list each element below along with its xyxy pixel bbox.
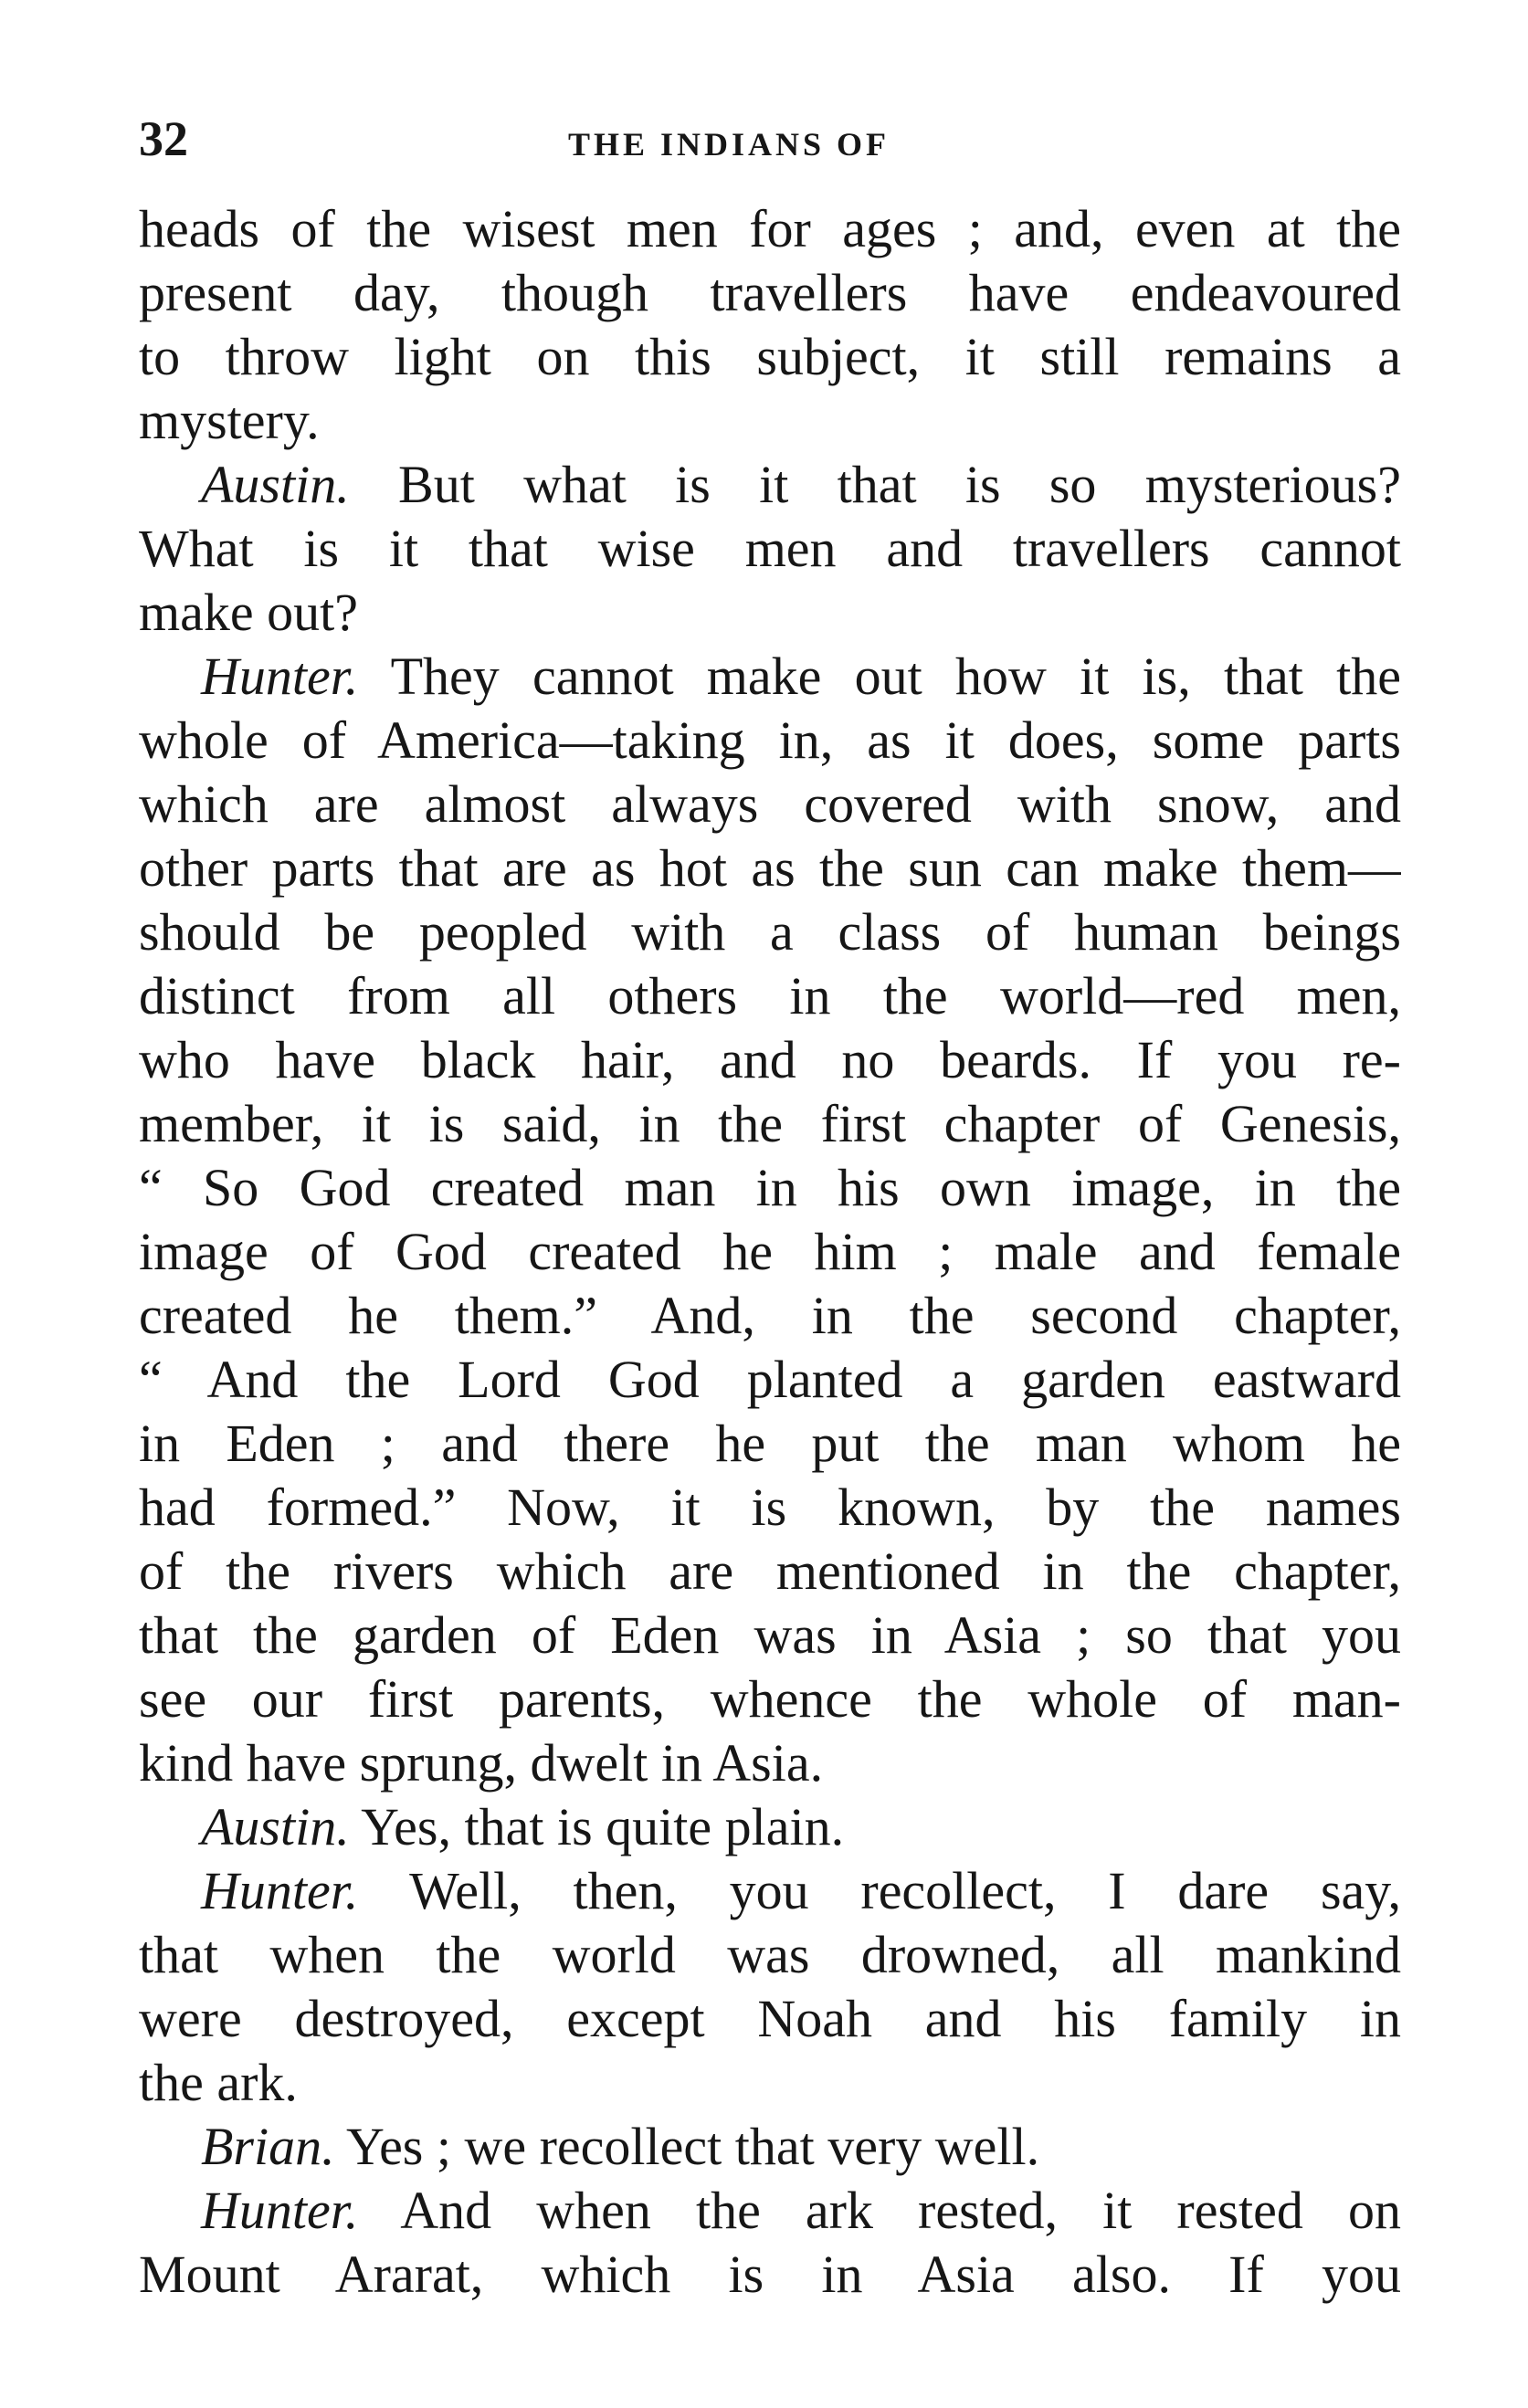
page-header bbox=[139, 102, 1399, 175]
speaker-name: Brian. bbox=[201, 2117, 335, 2176]
text-line: present day, though travellers have endeavoured bbox=[139, 263, 1401, 322]
text-line: in Eden ; and there he put the man whom he bbox=[139, 1414, 1401, 1473]
text-line: which are almost always covered with snow, and bbox=[139, 774, 1401, 834]
text-line: whole of America—taking in, as it does, some parts bbox=[139, 710, 1401, 770]
text-line: other parts that are as hot as the sun can make them— bbox=[139, 838, 1401, 898]
text-line: “ So God created man in his own image, in the bbox=[139, 1158, 1401, 1217]
dialogue-line: Austin. But what is it that is so mysterious? bbox=[201, 455, 1401, 514]
speaker-name: Hunter. bbox=[201, 2181, 359, 2240]
dialogue-line: Hunter. And when the ark rested, it rested on bbox=[201, 2181, 1401, 2240]
dialogue-line: Austin. Yes, that is quite plain. bbox=[201, 1797, 845, 1856]
text-line: who have black hair, and no beards. If you re- bbox=[139, 1030, 1401, 1089]
dialogue-line: Hunter. They cannot make out how it is, that the bbox=[201, 647, 1401, 706]
dialogue-line: Brian. Yes ; we recollect that very well. bbox=[201, 2117, 1040, 2176]
text-line: heads of the wisest men for ages ; and, even at the bbox=[139, 199, 1401, 258]
page-number: 32 bbox=[139, 111, 188, 166]
text-line: Mount Ararat, which is in Asia also. If you bbox=[139, 2245, 1401, 2304]
text-line: of the rivers which are mentioned in the chapter, bbox=[139, 1541, 1401, 1601]
text-line: that when the world was drowned, all mankind bbox=[139, 1925, 1401, 1984]
speaker-name: Hunter. bbox=[201, 1861, 359, 1920]
text-line: “ And the Lord God planted a garden eastward bbox=[139, 1350, 1401, 1409]
text-line: should be peopled with a class of human beings bbox=[139, 902, 1401, 962]
running-head: THE INDIANS OF bbox=[568, 126, 890, 163]
dialogue-line: Hunter. Well, then, you recollect, I dare say, bbox=[201, 1861, 1401, 1920]
text-line: What is it that wise men and travellers cannot bbox=[139, 519, 1401, 578]
text-line: see our first parents, whence the whole of man- bbox=[139, 1669, 1401, 1729]
speaker-name: Hunter. bbox=[201, 647, 359, 706]
text-line: had formed.” Now, it is known, by the names bbox=[139, 1477, 1401, 1537]
text-line: image of God created he him ; male and female bbox=[139, 1222, 1401, 1281]
text-line: mystery. bbox=[139, 391, 320, 450]
text-line: distinct from all others in the world—red men, bbox=[139, 966, 1401, 1025]
speaker-name: Austin. bbox=[201, 1797, 350, 1856]
text-line: to throw light on this subject, it still remains a bbox=[139, 327, 1401, 386]
text-line: the ark. bbox=[139, 2053, 298, 2112]
text-line: kind have sprung, dwelt in Asia. bbox=[139, 1733, 824, 1793]
text-line: created he them.” And, in the second chapter, bbox=[139, 1286, 1401, 1345]
speaker-name: Austin. bbox=[201, 455, 350, 514]
body-text bbox=[139, 197, 1401, 2307]
text-line: make out? bbox=[139, 583, 358, 642]
text-line: member, it is said, in the first chapter of Genesis, bbox=[139, 1094, 1401, 1153]
text-line: that the garden of Eden was in Asia ; so that you bbox=[139, 1605, 1401, 1665]
text-line: were destroyed, except Noah and his family in bbox=[139, 1989, 1401, 2048]
